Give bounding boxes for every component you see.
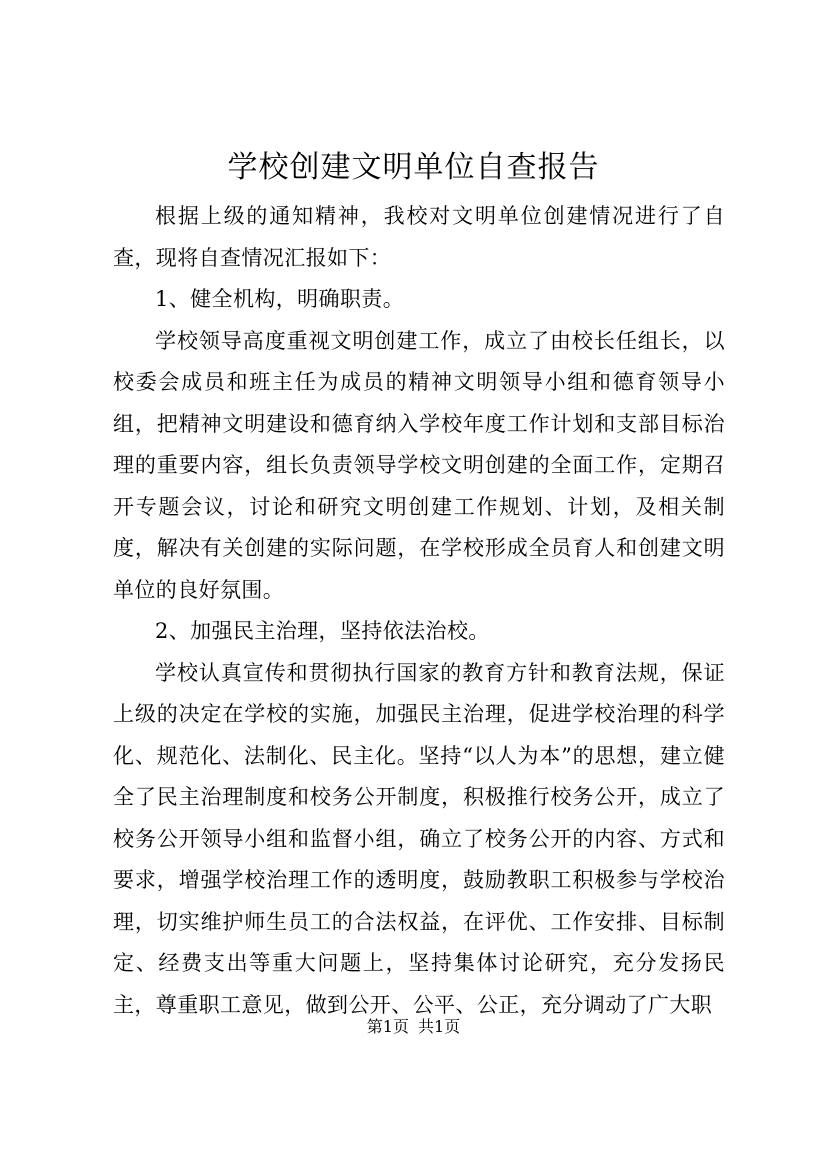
page-total: 共1页 xyxy=(418,1017,461,1036)
section-heading-1: 1、健全机构，明确职责。 xyxy=(155,287,405,311)
document-body xyxy=(113,196,725,1026)
page-number: 第1页 xyxy=(366,1017,409,1036)
paragraph-section-1: 学校领导高度重视文明创建工作，成立了由校长任组长，以校委会成员和班主任为成员的精神文明领导小组和德育领导小组，把精神文明建设和德育纳入学校年度工作计划和支部目标治理的重要内容，组长负责领导学校文明创建的全面工作，定期召开专题会议，讨论和研究文明创建工作规划、计划，及相关制度，解决有关创建的实际问题，在学校形成全员育人和创建文明单位的良好氛围。 xyxy=(113,328,725,602)
page-footer xyxy=(0,1016,827,1038)
paragraph-section-2: 学校认真宣传和贯彻执行国家的教育方针和教育法规，保证上级的决定在学校的实施，加强民主治理，促进学校治理的科学化、规范化、法制化、民主化。坚持“以人为本”的思想，建立健全了民主治理制度和校务公开制度，积极推行校务公开，成立了校务公开领导小组和监督小组，确立了校务公开的内容、方式和要求，增强学校治理工作的透明度，鼓励教职工积极参与学校治理，切实维护师生员工的合法权益，在评优、工作安排、目标制定、经费支出等重大问题上，坚持集体讨论研究，充分发扬民主，尊重职工意见，做到公开、公平、公正，充分调动了广大职 xyxy=(113,660,725,1017)
section-heading-2: 2、加强民主治理，坚持依法治校。 xyxy=(155,619,490,643)
document-title: 学校创建文明单位自查报告 xyxy=(227,150,600,185)
paragraph-intro: 根据上级的通知精神，我校对文明单位创建情况进行了自查，现将自查情况汇报如下： xyxy=(113,204,725,270)
